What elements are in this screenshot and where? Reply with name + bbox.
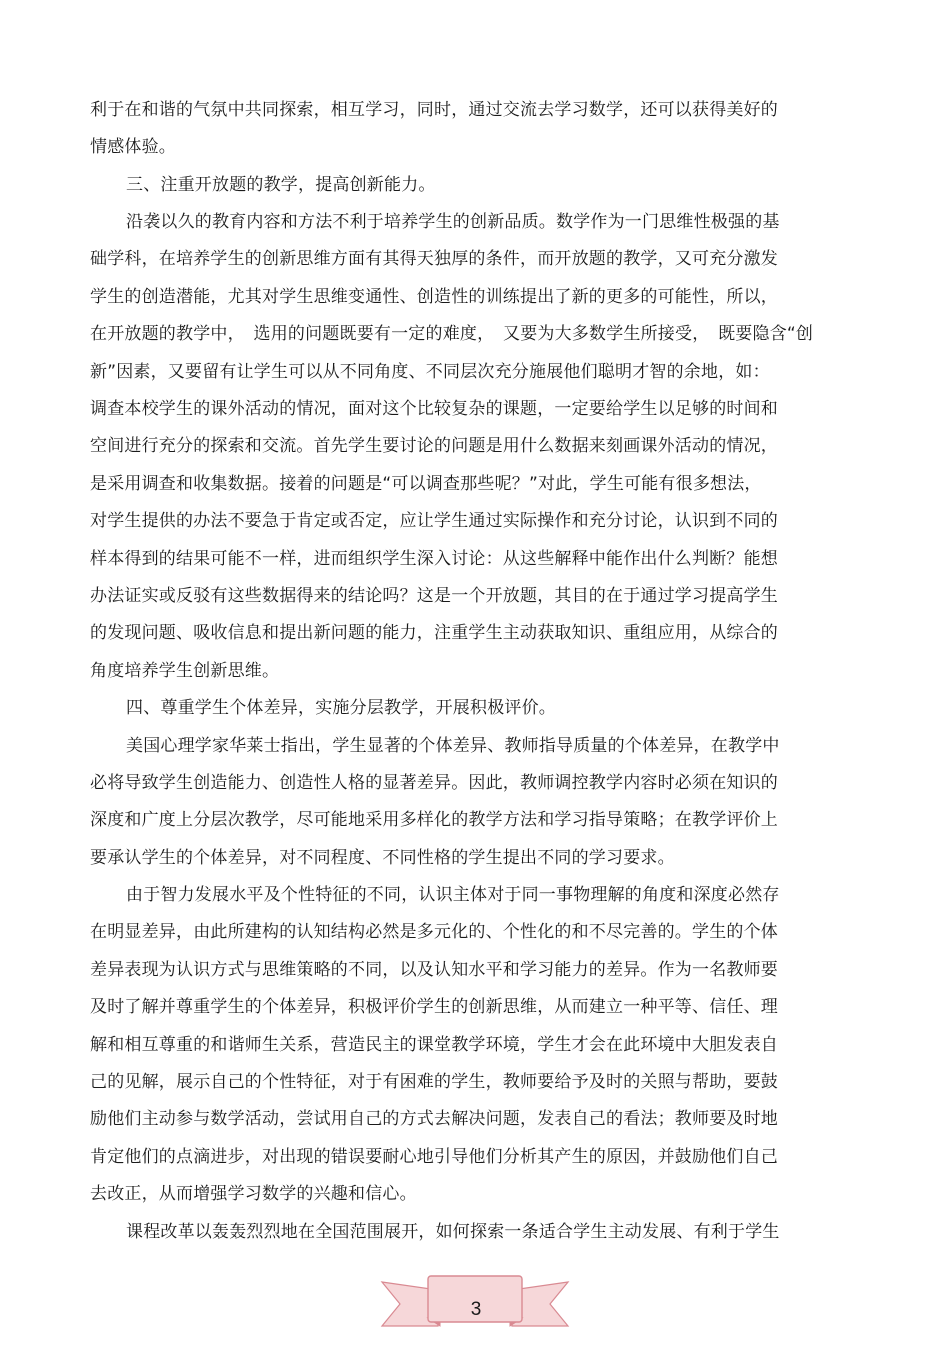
text-line: 空间进行充分的探索和交流。首先学生要讨论的问题是用什么数据来刻画课外活动的情况， — [90, 436, 778, 456]
text-line: 新”因素，又要留有让学生可以从不同角度、不同层次充分施展他们聪明才智的余地，如： — [90, 362, 770, 382]
text-line: 解和相互尊重的和谐师生关系，营造民主的课堂教学环境，学生才会在此环境中大胆发表自 — [90, 1035, 778, 1055]
page-number: 3 — [470, 1299, 482, 1320]
text-line: 对学生提供的办法不要急于肯定或否定，应让学生通过实际操作和充分讨论，认识到不同的 — [90, 511, 778, 531]
text-line: 调查本校学生的课外活动的情况，面对这个比较复杂的课题，一定要给学生以足够的时间和 — [90, 399, 778, 419]
text-line: 及时了解并尊重学生的个体差异，积极评价学生的创新思维，从而建立一种平等、信任、理 — [90, 997, 778, 1017]
text-line: 差异表现为认识方式与思维策略的不同，以及认知水平和学习能力的差异。作为一名教师要 — [90, 960, 778, 980]
text-line: 课程改革以轰轰烈烈地在全国范围展开，如何探索一条适合学生主动发展、有利于学生 — [126, 1222, 780, 1242]
text-line: 利于在和谐的气氛中共同探索，相互学习，同时，通过交流去学习数学，还可以获得美好的 — [90, 100, 778, 120]
page-footer — [0, 1266, 950, 1336]
text-line: 深度和广度上分层次教学，尽可能地采用多样化的教学方法和学习指导策略；在教学评价上 — [90, 810, 778, 830]
text-line: 学生的创造潜能，尤其对学生思维变通性、创造性的训练提出了新的更多的可能性，所以， — [90, 287, 778, 307]
text-line: 己的见解，展示自己的个性特征，对于有困难的学生，教师要给予及时的关照与帮助，要鼓 — [90, 1072, 778, 1092]
text-line: 角度培养学生创新思维。 — [90, 661, 280, 681]
text-line: 的发现问题、吸收信息和提出新问题的能力，注重学生主动获取知识、重组应用，从综合的 — [90, 623, 778, 643]
text-line: 情感体验。 — [90, 137, 176, 157]
text-line: 由于智力发展水平及个性特征的不同，认识主体对于同一事物理解的角度和深度必然存 — [126, 885, 780, 905]
text-line: 去改正，从而增强学习数学的兴趣和信心。 — [90, 1184, 417, 1204]
text-line: 励他们主动参与数学活动，尝试用自己的方式去解决问题，发表自己的看法；教师要及时地 — [90, 1109, 778, 1129]
text-line: 肯定他们的点滴进步，对出现的错误要耐心地引导他们分析其产生的原因，并鼓励他们自己 — [90, 1147, 778, 1167]
text-line: 必将导致学生创造能力、创造性人格的显著差异。因此，教师调控教学内容时必须在知识的 — [90, 773, 778, 793]
text-line: 办法证实或反驳有这些数据得来的结论吗？这是一个开放题，其目的在于通过学习提高学生 — [90, 586, 778, 606]
text-line: 础学科，在培养学生的创新思维方面有其得天独厚的条件，而开放题的教学，又可充分激发 — [90, 249, 778, 269]
text-line: 是采用调查和收集数据。接着的问题是“可以调查那些呢？”对此，学生可能有很多想法， — [90, 474, 762, 494]
section-heading: 四、尊重学生个体差异，实施分层教学，开展积极评价。 — [126, 698, 556, 718]
text-line: 在明显差异，由此所建构的认知结构必然是多元化的、个性化的和不尽完善的。学生的个体 — [90, 922, 778, 942]
section-heading: 三、注重开放题的教学，提高创新能力。 — [126, 175, 436, 195]
text-line: 样本得到的结果可能不一样，进而组织学生深入讨论：从这些解释中能作出什么判断？能想 — [90, 549, 778, 569]
text-line: 沿袭以久的教育内容和方法不利于培养学生的创新品质。数学作为一门思维性极强的基 — [126, 212, 780, 232]
text-line: 美国心理学家华莱士指出，学生显著的个体差异、教师指导质量的个体差异，在教学中 — [126, 736, 780, 756]
text-line: 在开放题的教学中， 选用的问题既要有一定的难度， 又要为大多数学生所接受， 既要隐含“创 — [90, 324, 814, 344]
text-line: 要承认学生的个体差异，对不同程度、不同性格的学生提出不同的学习要求。 — [90, 848, 675, 868]
